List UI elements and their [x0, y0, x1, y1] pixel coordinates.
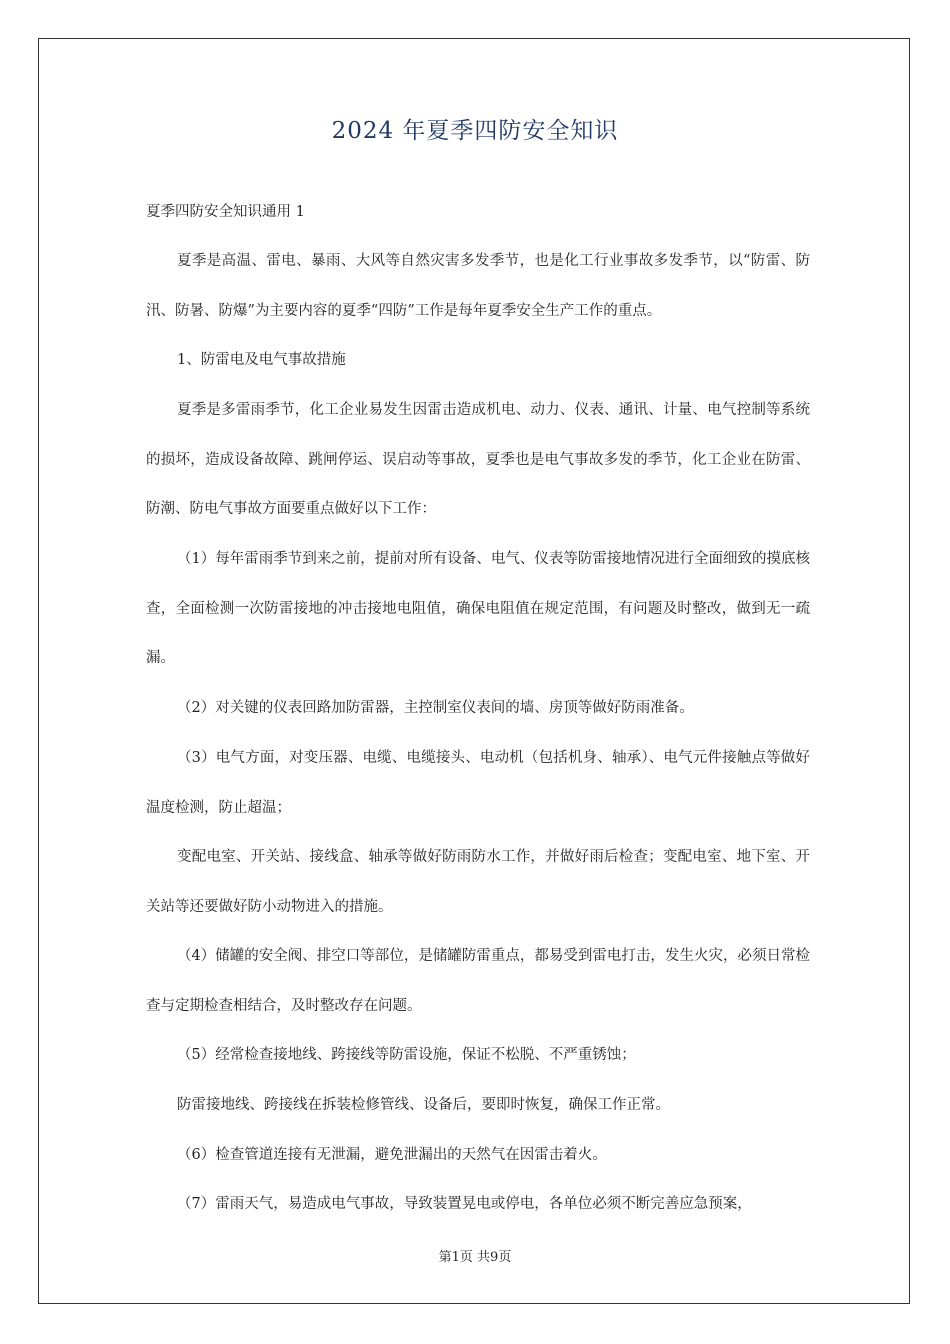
paragraph-8: （4）储罐的安全阀、排空口等部位，是储罐防雷重点，都易受到雷电打击，发生火灾，必须日常检查与定期检查相结合，及时整改存在问题。	[146, 948, 810, 1014]
paragraph-11: （6）检查管道连接有无泄漏，避免泄漏出的天然气在因雷击着火。	[177, 1147, 607, 1163]
paragraph-4: （1）每年雷雨季节到来之前，提前对所有设备、电气、仪表等防雷接地情况进行全面细致的摸底核查，全面检测一次防雷接地的冲击接地电阻值，确保电阻值在规定范围，有问题及时整改，做到无一疏漏。	[146, 551, 810, 666]
paragraph-9: （5）经常检查接地线、跨接线等防雷设施，保证不松脱、不严重锈蚀；	[177, 1047, 636, 1063]
paragraph-10: 防雷接地线、跨接线在拆装检修管线、设备后，要即时恢复，确保工作正常。	[177, 1097, 670, 1113]
paragraph-2: 1、防雷电及电气事故措施	[177, 352, 346, 368]
paragraph-12: （7）雷雨天气，易造成电气事故，导致装置晃电或停电，各单位必须不断完善应急预案，	[177, 1196, 752, 1212]
section-heading: 夏季四防安全知识通用 1	[146, 204, 305, 220]
paragraph-6: （3）电气方面，对变压器、电缆、电缆接头、电动机（包括机身、轴承）、电气元件接触点等做好温度检测，防止超温；	[146, 750, 810, 816]
paragraph-1: 夏季是高温、雷电、暴雨、大风等自然灾害多发季节，也是化工行业事故多发季节，以“防雷、防汛、防暑、防爆”为主要内容的夏季“四防”工作是每年夏季安全生产工作的重点。	[146, 253, 810, 319]
paragraph-7: 变配电室、开关站、接线盒、轴承等做好防雨防水工作，并做好雨后检查；变配电室、地下室、开关站等还要做好防小动物进入的措施。	[146, 849, 810, 915]
document-title: 2024 年夏季四防安全知识	[331, 118, 619, 144]
paragraph-5: （2）对关键的仪表回路加防雷器，主控制室仪表间的墙、房顶等做好防雨准备。	[177, 700, 694, 716]
page-footer: 第1页 共9页	[438, 1250, 512, 1265]
paragraph-3: 夏季是多雷雨季节，化工企业易发生因雷击造成机电、动力、仪表、通讯、计量、电气控制等系统的损坏，造成设备故障、跳闸停运、误启动等事故，夏季也是电气事故多发的季节，化工企业在防雷、防潮、防电气事故方面要重点做好以下工作：	[146, 402, 810, 517]
